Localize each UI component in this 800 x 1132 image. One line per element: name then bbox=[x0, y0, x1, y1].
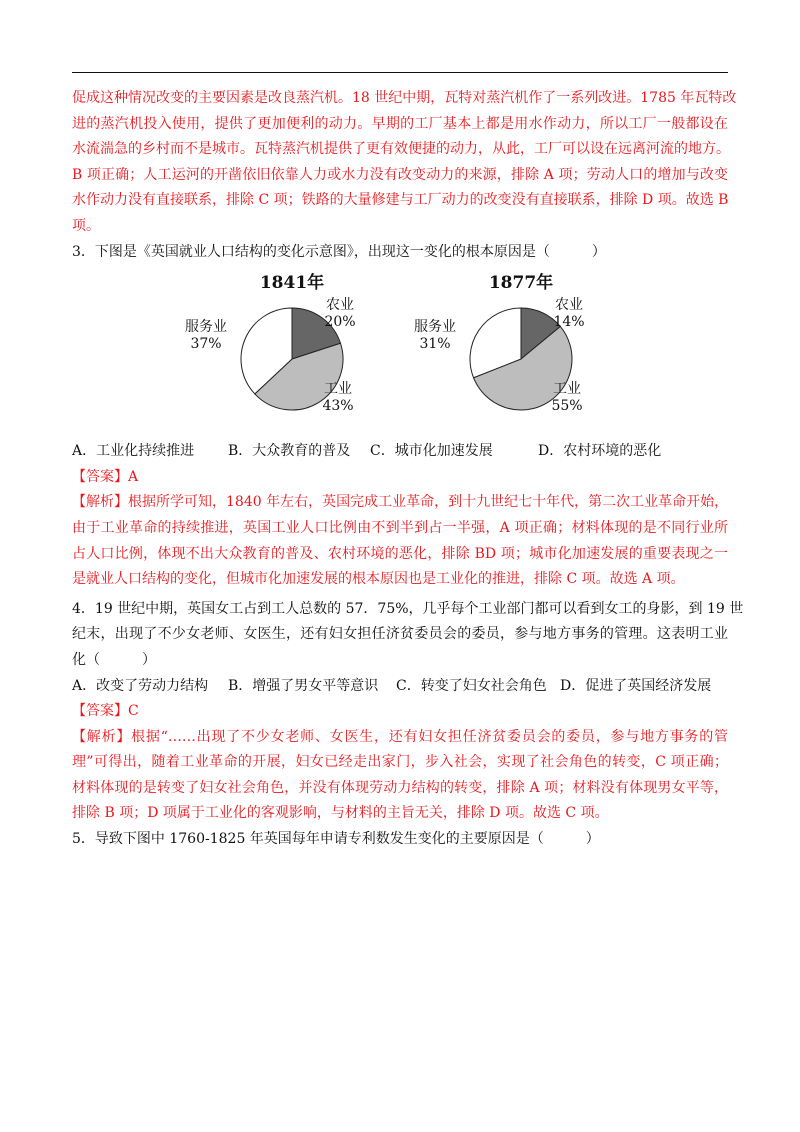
q4-option-a[interactable]: A．改变了劳动力结构 bbox=[72, 677, 209, 694]
analysis-line: 【解析】根据“……出现了不少女老师、女医生，还有妇女担任济贫委员会的委员，参与地方事务的管 bbox=[72, 728, 728, 745]
analysis-line: 促成这种情况改变的主要因素是改良蒸汽机。18 世纪中期，瓦特对蒸汽机作了一系列改进。1785 年瓦特改 bbox=[72, 90, 737, 106]
q4-options bbox=[72, 674, 728, 700]
analysis-line: 水作动力没有直接联系，排除 C 项；铁路的大量修建与工厂动力的改变没有直接联系，排除 D 项。故选 B bbox=[72, 192, 729, 209]
pie-category-label: 工业 bbox=[553, 381, 581, 398]
q3-option-d[interactable]: D．农村环境的恶化 bbox=[538, 443, 662, 460]
pie-percent-label: 55% bbox=[551, 398, 583, 415]
q3-stem: 3．下图是《英国就业人口结构的变化示意图》，出现这一变化的根本原因是（ ） bbox=[72, 243, 606, 260]
pie-percent-label: 43% bbox=[322, 398, 354, 415]
q2-analysis-continuation bbox=[72, 86, 737, 240]
analysis-line: 排除 B 项；D 项属于工业化的客观影响，与材料的主旨无关，排除 D 项。故选 C 项。 bbox=[72, 805, 609, 822]
question-5 bbox=[72, 827, 728, 853]
q3-answer: 【答案】A bbox=[72, 468, 139, 485]
pie-charts-figure bbox=[72, 267, 728, 437]
pie-percent-label: 14% bbox=[553, 314, 585, 331]
q4-answer: 【答案】C bbox=[72, 703, 139, 720]
page-content bbox=[72, 86, 744, 853]
analysis-line: 项。 bbox=[72, 217, 100, 234]
analysis-line: 理”可得出，随着工业革命的开展，妇女已经走出家门，步入社会，实现了社会角色的转变，C 项正确； bbox=[72, 754, 728, 771]
pie-percent-label: 20% bbox=[324, 314, 356, 331]
pie-category-label: 工业 bbox=[324, 381, 352, 398]
pie-category-label: 服务业 bbox=[414, 319, 456, 336]
analysis-line: 由于工业革命的持续推进，英国工业人口比例由不到半到占一半强，A 项正确；材料体现的是不同行业所 bbox=[72, 519, 728, 536]
header-rule bbox=[72, 72, 728, 73]
q4-option-d[interactable]: D．促进了英国经济发展 bbox=[560, 677, 712, 694]
question-3 bbox=[72, 240, 728, 593]
analysis-line: 材料体现的是转变了妇女社会角色，并没有体现劳动力结构的转变，排除 A 项；材料没有体现男女平等， bbox=[72, 779, 728, 796]
q4-stem-line: 纪末，出现了不少女老师、女医生，还有妇女担任济贫委员会的委员，参与地方事务的管理。这表明工业 bbox=[72, 626, 728, 643]
q4-stem-line: 4．19 世纪中期，英国女工占到工人总数的 57．75%，几乎每个工业部门都可以看到女工的身影，到 19 世 bbox=[72, 600, 744, 617]
pie-percent-label: 37% bbox=[190, 336, 222, 353]
q5-stem: 5．导致下图中 1760-1825 年英国每年申请专利数发生变化的主要原因是（ ） bbox=[72, 831, 600, 848]
q3-option-c[interactable]: C．城市化加速发展 bbox=[370, 443, 493, 460]
q3-option-a[interactable]: A．工业化持续推进 bbox=[72, 443, 195, 460]
pie-percent-label: 31% bbox=[419, 336, 451, 353]
analysis-line: 【解析】根据所学可知，1840 年左右，英国完成工业革命，到十九世纪七十年代，第二次工业革命开始， bbox=[72, 494, 729, 511]
pie-category-label: 服务业 bbox=[185, 319, 227, 336]
analysis-line: 进的蒸汽机投入使用，提供了更加便利的动力。早期的工厂基本上都是用水作动力，所以工厂一般都设在 bbox=[72, 115, 728, 132]
q3-option-b[interactable]: B．大众教育的普及 bbox=[228, 443, 351, 460]
analysis-line: 是就业人口结构的变化，但城市化加速发展的根本原因也是工业化的推进，排除 C 项。故选 A 项。 bbox=[72, 571, 685, 588]
pie-category-label: 农业 bbox=[555, 297, 583, 314]
pie-title: 1877年 bbox=[488, 273, 554, 294]
pie-charts-svg bbox=[72, 267, 728, 437]
question-4 bbox=[72, 597, 744, 827]
q4-stem-line: 化（ ） bbox=[72, 651, 156, 668]
analysis-line: B 项正确；人工运河的开凿依旧依靠人力或水力没有改变动力的来源，排除 A 项；劳动人口的增加与改变 bbox=[72, 166, 728, 183]
q4-option-c[interactable]: C．转变了妇女社会角色 bbox=[396, 677, 547, 694]
pie-category-label: 农业 bbox=[326, 297, 354, 314]
analysis-line: 占人口比例，体现不出大众教育的普及、农村环境的恶化，排除 BD 项；城市化加速发展的重要表现之一 bbox=[72, 545, 728, 562]
analysis-line: 水流湍急的乡村而不是城市。瓦特蒸汽机提供了更有效便捷的动力，从此，工厂可以设在远离河流的地方。 bbox=[72, 141, 730, 158]
q4-option-b[interactable]: B．增强了男女平等意识 bbox=[228, 677, 379, 694]
pie-title: 1841年 bbox=[259, 273, 325, 294]
q3-options bbox=[72, 439, 728, 465]
